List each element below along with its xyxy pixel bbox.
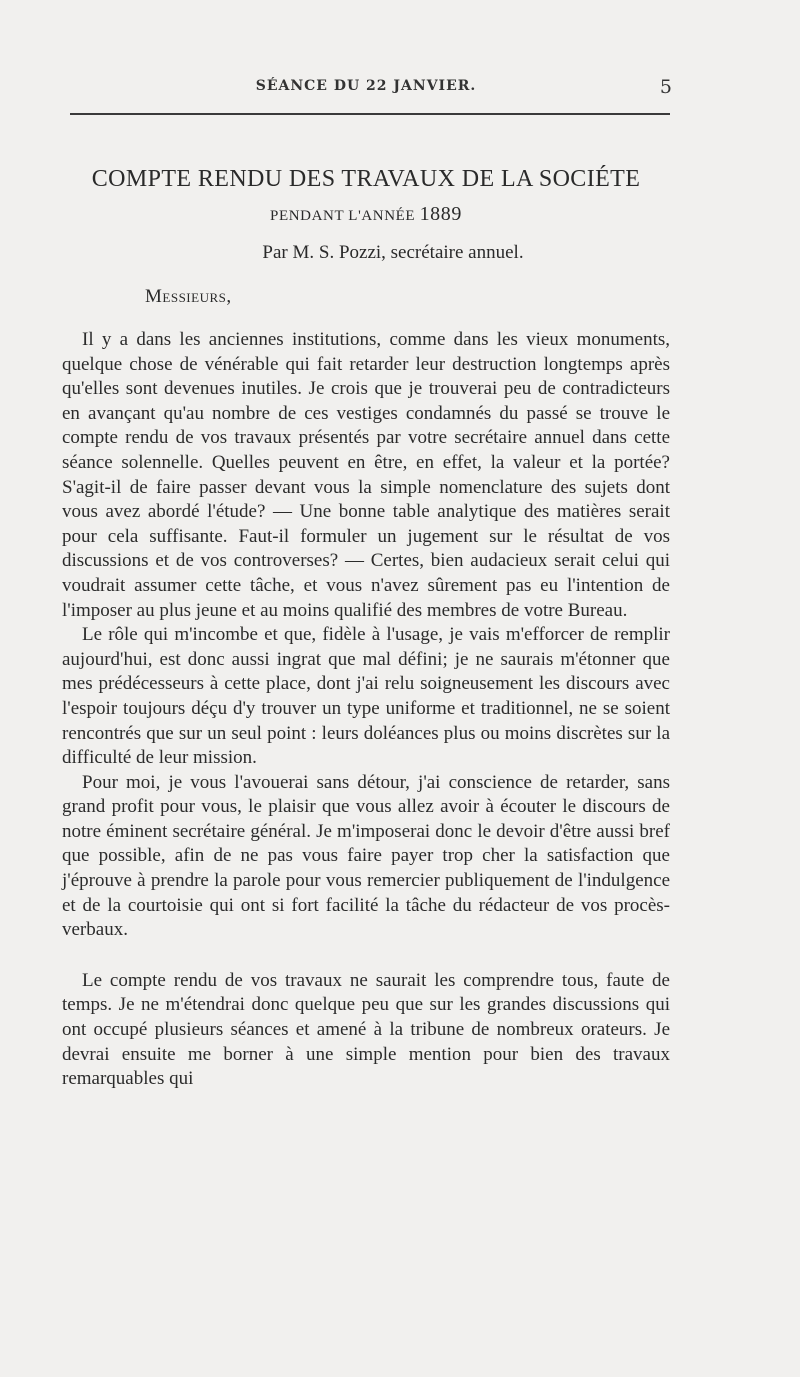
subtitle-prefix: PENDANT L'ANNÉE	[270, 208, 416, 224]
running-title: SÉANCE DU 22 JANVIER.	[255, 78, 477, 94]
header-rule	[70, 113, 670, 115]
paragraph: Pour moi, je vous l'avouerai sans détour, j'ai conscience de retarder, sans grand profit pour vous, le plaisir que vous allez avoir à écouter le discours de notre éminent secrétaire général. Je m'imposerai donc le devoir d'être aussi bref que possible, afin de ne pas vous faire payer trop cher la satisfaction que j'éprouve à prendre la parole pour vous remercier publiquement de l'indulgence et de la courtoisie qui ont si fort facilité la tâche du rédacteur de vos procès-verbaux.	[62, 771, 670, 941]
article-subtitle	[60, 203, 672, 226]
paragraph: Le compte rendu de vos travaux ne saurait les comprendre tous, faute de temps. Je ne m'étendrai donc quelque peu que sur les grandes discussions qui ont occupé plusieurs séances et amené à la tribune de nombreux orateurs. Je devrai ensuite me borner à une simple mention pour bien des travaux remarquables qui	[62, 969, 670, 1090]
page-number: 5	[659, 76, 672, 98]
paragraph: Le rôle qui m'incombe et que, fidèle à l'usage, je vais m'efforcer de remplir aujourd'hui, est donc aussi ingrat que mal défini; je ne saurais m'étonner que mes prédécesseurs à cette place, dont j'ai relu soigneusement les discours avec l'espoir toujours déçu d'y trouver un type uniforme et traditionnel, ne se soient rencontrés que sur un seul point : leurs doléances plus ou moins discrètes sur la difficulté de leur mission.	[62, 624, 670, 769]
subtitle-year: 1889	[419, 203, 462, 225]
salutation: Messieurs,	[145, 286, 232, 307]
author-line: Par M. S. Pozzi, secrétaire annuel.	[262, 242, 524, 263]
article-title: COMPTE RENDU DES TRAVAUX DE LA SOCIÉTE	[91, 166, 641, 192]
running-header	[60, 74, 672, 104]
paragraph: Il y a dans les anciennes institutions, comme dans les vieux monuments, quelque chose de vénérable qui fait retarder leur destruction longtemps après qu'elles sont devenues inutiles. Je crois que je trouverai peu de contradicteurs en avançant qu'au nombre de ces vestiges condamnés du passé se trouve le compte rendu de vos travaux présentés par votre secrétaire annuel dans cette séance solennelle. Quelles peuvent en être, en effet, la valeur et la portée? S'agit-il de faire passer devant vous la simple nomenclature des sujets dont vous avez abordé l'étude? — Une bonne table analytique des matières serait pour cela suffisante. Faut-il formuler un jugement sur le résultat de vos discussions et de vos controverses? — Certes, bien audacieux serait celui qui voudrait assumer cette tâche, et vous n'avez sûrement pas eu l'intention de l'imposer au plus jeune et au moins qualifié des membres de votre Bureau.	[62, 329, 670, 621]
body-text	[62, 328, 670, 1092]
